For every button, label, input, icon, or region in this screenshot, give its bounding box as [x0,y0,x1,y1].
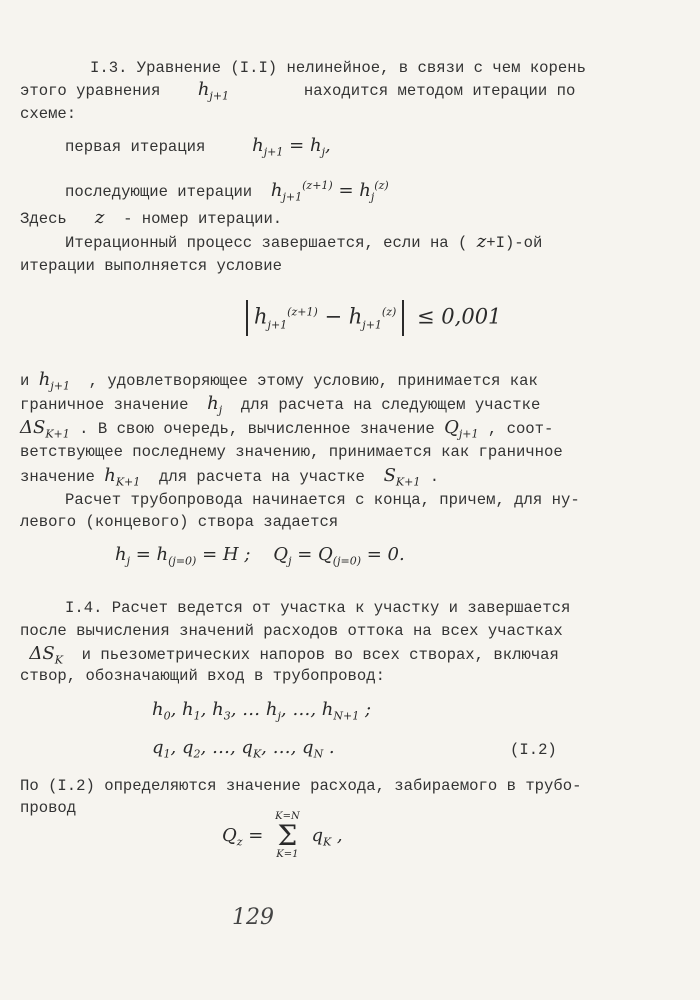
convergence-formula: $h_{j+1}^{(z+1)} - h_{j+1}^{(z)} \le 0,001$ [240,300,501,336]
text-line: провод [20,799,77,817]
text-line: левого (концевого) створа задается [20,513,339,531]
text-line: граничное значение $h_j$ для расчета на следующем участке [20,393,541,417]
sum-formula: $Q_z$ = K=N Σ K=1 $q_K$ , [222,811,343,860]
text-line: этого уравнения $h_{j+1}$ находится методом итерации по [20,79,576,103]
page-number: 129 [232,905,274,930]
heads-list-formula: $h_0$, $h_1$, $h_3$, … $h_j$, …, $h_{N+1}$ ; [152,699,372,723]
text-line: I.4. Расчет ведется от участка к участку и завершается [65,599,571,617]
text-line: значение $h_{K+1}$ для расчета на участке $S_{K+1}$ . [20,465,440,489]
text-line: ветствующее последнему значению, принимается как граничное [20,443,563,461]
text-line: Итерационный процесс завершается, если на ( z+I)-ой [65,231,543,252]
equation-number: (I.2) [510,741,557,759]
text-line: Здесь z - номер итерации. [20,207,283,228]
flows-list-formula: $q_1$, $q_2$, …, $q_K$, …, $q_N$ . [152,737,335,761]
text-line: $\Delta S_{K+1}$ . В свою очередь, вычисленное значение $Q_{j+1}$ , соот- [20,417,554,441]
next-iteration-line: последующие итерации $h_{j+1}^{(z+1)} = h_j^{(z)}$ [65,179,389,204]
text-line: $\Delta S_K$ и пьезометрических напоров во всех створах, включая [29,643,559,667]
text-line: По (I.2) определяются значение расхода, забираемого в трубо- [20,777,582,795]
text-line: и $h_{j+1}$ , удовлетворяющее этому условию, принимается как [20,369,538,393]
boundary-formula: $h_j = h_{(j=0)} = H$ ; $Q_j = Q_{(j=0)} = 0$. [115,544,405,568]
text-line: створ, обозначающий вход в трубопровод: [20,667,385,685]
text-line: после вычисления значений расходов оттока на всех участках [20,622,563,640]
text-line: схеме: [20,105,77,123]
text-line: Расчет трубопровода начинается с конца, причем, для ну- [65,491,580,509]
math-h-j1: $h_{j+1}$ [197,79,230,103]
text-line: I.3. Уравнение (I.I) нелинейное, в связи с чем корень [90,59,586,77]
text-line: итерации выполняется условие [20,257,283,275]
first-iteration-line: первая итерация $h_{j+1} = h_j$, [65,135,331,159]
